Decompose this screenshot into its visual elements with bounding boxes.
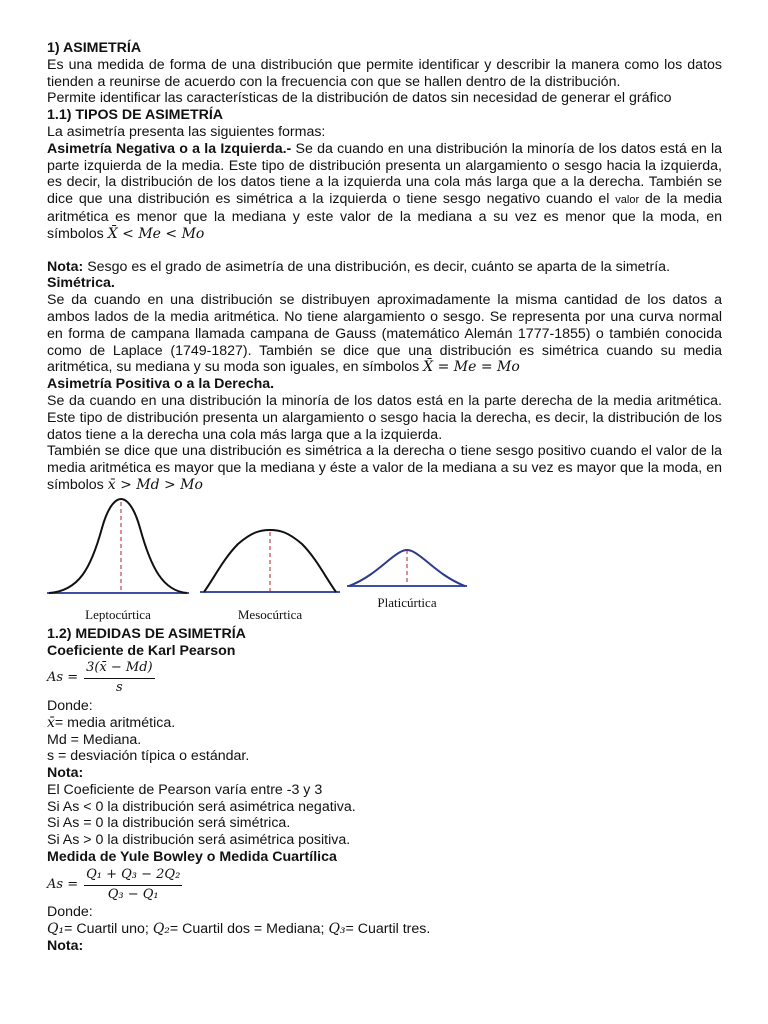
note-text: Sesgo es el grado de asimetría de una distribución, es decir, cuánto se aparta de la simetría. xyxy=(83,258,671,275)
pearson-note-label: Nota: xyxy=(47,765,84,782)
donde-label: Donde: xyxy=(47,697,93,714)
negative-skew-paragraph xyxy=(47,141,722,243)
donde-label-2: Donde: xyxy=(47,904,93,921)
leptokurtic-curve xyxy=(47,498,189,624)
bowley-denominator: Q₃ − Q₁ xyxy=(107,886,159,902)
def-mean xyxy=(47,715,722,732)
symmetric-paragraph xyxy=(47,292,722,376)
pearson-note-3: Si As = 0 la distribución será simétrica. xyxy=(47,815,291,832)
platykurtic-label: Platicúrtica xyxy=(377,594,437,610)
pearson-fraction xyxy=(84,660,155,697)
pearson-title: Coeficiente de Karl Pearson xyxy=(47,642,236,659)
platykurtic-curve xyxy=(347,498,467,612)
section-1-1-title: 1.1) TIPOS DE ASIMETRÍA xyxy=(47,107,224,124)
symmetric-formula: X̄ = Me = Mo xyxy=(423,359,520,376)
bowley-title: Medida de Yule Bowley o Medida Cuartílica xyxy=(47,849,337,866)
platykurtic-curve-graphic xyxy=(347,498,467,598)
pearson-note-4: Si As > 0 la distribución será asimétrica positiva. xyxy=(47,832,351,849)
symmetric-text: Se da cuando en una distribución se distribuyen aproximadamente la misma cantidad de los datos a ambos lados de la media aritmética. No tiene alargamiento o sesgo. Se representa por una curva normal en forma de campana llamada campana de Gauss (matemático Alemán 1777-1855) o también conocida como de Laplace (1749-1827). También se dice que una distribución es simétrica cuando su media aritmética, su mediana y su moda son iguales, en símbolos xyxy=(47,292,722,376)
positive-skew-paragraph: Se da cuando en una distribución la minoría de los datos está en la parte derecha de la media aritmética. Este tipo de distribución presenta un alargamiento o sesgo hacia la derecha, es decir, la distribución de los datos tiene a la derecha una cola más larga que a la izquierda. xyxy=(47,392,722,443)
bowley-formula xyxy=(47,867,722,904)
pearson-denominator: s xyxy=(116,680,123,696)
positive-skew-title: Asimetría Positiva o a la Derecha. xyxy=(47,376,275,393)
def-median: Md = Mediana. xyxy=(47,731,142,748)
q3-definition: = Cuartil tres. xyxy=(345,921,431,938)
types-intro: La asimetría presenta las siguientes formas: xyxy=(47,123,326,140)
negative-skew-text-2: de la media aritmética es menor que la mediana y este valor de la mediana a su vez es menor que la moda, en símbolos xyxy=(47,191,723,242)
pearson-formula-lhs: As = xyxy=(47,670,79,686)
negative-skew-title: Asimetría Negativa o a la Izquierda.- xyxy=(47,140,292,157)
kurtosis-figure xyxy=(47,498,722,626)
q1-definition: = Cuartil uno; xyxy=(64,921,153,938)
def-stddev: s = desviación típica o estándar. xyxy=(47,748,250,765)
q2-definition: = Cuartil dos = Mediana; xyxy=(169,921,329,938)
negative-skew-formula: X̄ < Me < Mo xyxy=(107,225,205,242)
leptokurtic-curve-graphic xyxy=(47,498,189,602)
symmetric-title: Simétrica. xyxy=(47,275,115,292)
section-1-paragraph-2: Permite identificar las características de la distribución de datos sin necesidad de generar el gráfico xyxy=(47,90,672,107)
positive-skew-formula: x̄ > Md > Mo xyxy=(107,476,203,493)
positive-skew-paragraph-2 xyxy=(47,443,722,493)
positive-skew-text: También se dice que una distribución es simétrica a la derecha o tiene sesgo positivo cuando el valor de la media aritmética es mayor que la mediana y éste a valor de la mediana a su vez es mayor que la moda, en símbolos xyxy=(47,443,722,493)
pearson-note-2: Si As < 0 la distribución será asimétrica negativa. xyxy=(47,798,356,815)
negative-skew-valor: valor xyxy=(615,194,640,207)
section-1-paragraph: Es una medida de forma de una distribución que permite identificar y describir la manera como los datos tienden a reunirse de acuerdo con la frecuencia con que se hallen dentro de la distribución. xyxy=(47,56,722,90)
bowley-fraction xyxy=(84,867,182,904)
note-paragraph xyxy=(47,259,722,276)
mesokurtic-curve xyxy=(200,498,340,624)
leptokurtic-label: Leptocúrtica xyxy=(85,606,151,622)
q2-symbol: Q₂ xyxy=(152,921,170,938)
pearson-numerator: 3(x̄ − Md) xyxy=(84,660,155,679)
q3-symbol: Q₃ xyxy=(328,921,346,938)
mean-definition: = media aritmética. xyxy=(54,714,176,731)
section-1-2-title: 1.2) MEDIDAS DE ASIMETRÍA xyxy=(47,625,246,642)
section-1-title: 1) ASIMETRÍA xyxy=(47,40,142,56)
bowley-numerator: Q₁ + Q₃ − 2Q₂ xyxy=(84,867,182,886)
pearson-formula xyxy=(47,660,722,697)
q1-symbol: Q₁ xyxy=(47,921,65,938)
document-page xyxy=(47,40,722,955)
negative-skew-text: Se da cuando en una distribución la minoría de los datos está en la parte izquierda de la media. Este tipo de distribución presenta un alargamiento o sesgo hacia la izquierda, es decir, la distribución de los datos tiene a la izquierda una cola más larga que a la derecha. También se dice que una distribución es simétrica a la izquierda o tiene sesgo negativo cuando el xyxy=(47,140,722,208)
mesokurtic-curve-graphic xyxy=(200,498,340,602)
mesokurtic-label: Mesocúrtica xyxy=(237,606,303,622)
bowley-note-label: Nota: xyxy=(47,938,84,955)
quartile-definitions xyxy=(47,921,722,938)
pearson-note-1: El Coeficiente de Pearson varía entre -3 y 3 xyxy=(47,781,323,798)
mean-symbol: x̄ xyxy=(47,714,55,731)
bowley-formula-lhs: As = xyxy=(47,876,79,892)
note-label: Nota: xyxy=(47,258,84,275)
